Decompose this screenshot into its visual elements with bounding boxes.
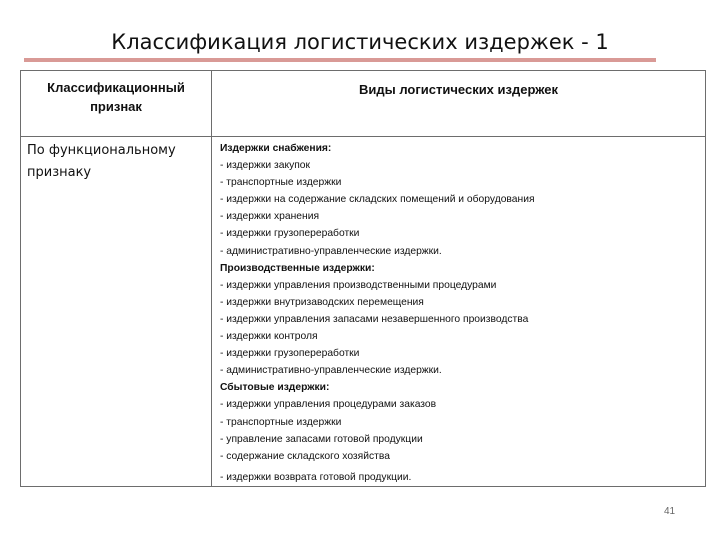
list-item: - издержки грузопереработки: [220, 228, 360, 240]
table-header-row: [21, 71, 706, 137]
header-criterion: Классификационный признак: [21, 71, 212, 137]
group-title-supply: Издержки снабжения:: [220, 143, 332, 154]
criterion-cell: По функциональному признаку: [21, 137, 212, 487]
list-item: - издержки возврата готовой продукции.: [220, 471, 412, 483]
classification-table: [20, 70, 706, 487]
slide-title: Классификация логистических издержек - 1: [111, 30, 609, 54]
table-row: [21, 137, 706, 487]
list-item: - издержки на содержание складских помещений и оборудования: [220, 194, 535, 206]
list-item: - транспортные издержки: [220, 177, 342, 189]
list-item: - содержание складского хозяйства: [220, 450, 390, 462]
list-item: - издержки хранения: [220, 211, 320, 223]
list-item: - издержки грузопереработки: [220, 348, 360, 360]
list-item: - издержки закупок: [220, 160, 311, 172]
page-number: 41: [664, 506, 676, 517]
list-item: - издержки управления производственными процедурами: [220, 279, 497, 291]
list-item: - административно-управленческие издержки.: [220, 245, 442, 257]
group-title-production: Производственные издержки:: [220, 262, 375, 274]
group-title-sales: Сбытовые издержки:: [220, 382, 330, 394]
list-item: - издержки управления запасами незавершенного производства: [220, 313, 529, 325]
list-item: - издержки внутризаводских перемещения: [220, 296, 424, 308]
header-cost-types: Виды логистических издержек: [212, 71, 706, 137]
list-item: - издержки контроля: [220, 331, 318, 343]
cost-types-cell: [212, 137, 706, 487]
list-item: - издержки управления процедурами заказов: [220, 399, 437, 411]
title-underline: [24, 58, 656, 62]
list-item: - транспортные издержки: [220, 416, 342, 428]
list-item: - управление запасами готовой продукции: [220, 433, 423, 445]
list-item: - административно-управленческие издержки.: [220, 365, 442, 377]
